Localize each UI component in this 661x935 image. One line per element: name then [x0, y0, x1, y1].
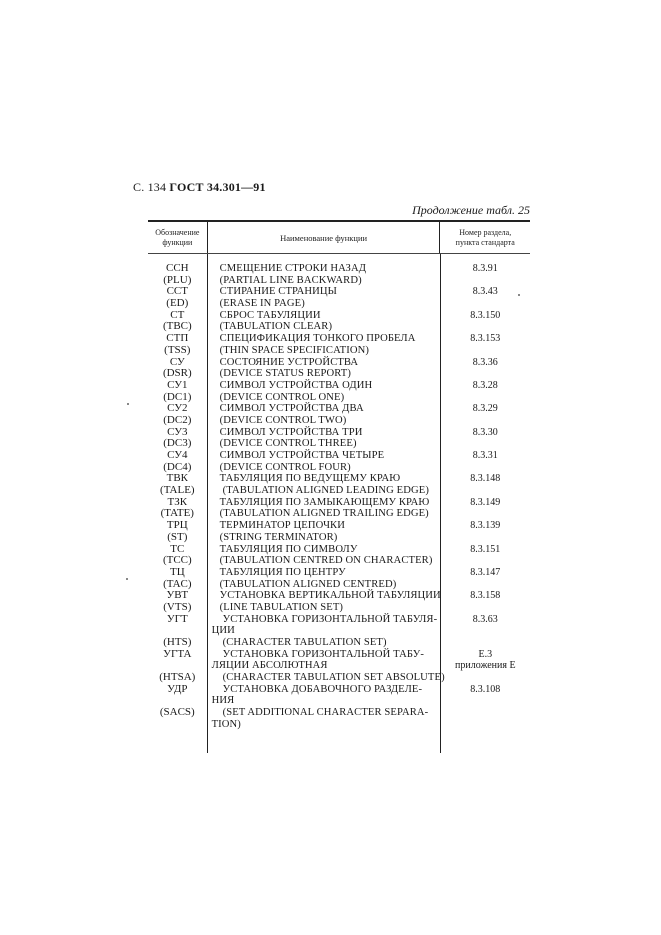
row-name-en: (TABULATION ALIGNED LEADING EDGE)	[222, 485, 429, 497]
row-code: УГТА	[163, 647, 192, 660]
row-name-ru: СМЕЩЕНИЕ СТРОКИ НАЗАД	[219, 263, 367, 274]
row-name-en: (CHARACTER TABULATION SET ABSOLUTE)	[222, 672, 445, 684]
scan-speck	[126, 578, 128, 580]
row-name-ru-cont: НИЯ	[211, 695, 235, 707]
blank-line	[441, 555, 530, 567]
row-code-en: (TALE)	[160, 484, 195, 497]
row-ref: 8.3.139	[470, 520, 501, 532]
column-header-section-number	[439, 222, 530, 253]
row-ref: 8.3.43	[472, 286, 498, 298]
column-header-line: Обозначение	[155, 227, 200, 237]
row-ref: 8.3.148	[470, 473, 501, 485]
blank-line	[441, 532, 530, 544]
row-name-ru-cont: ЦИИ	[211, 625, 235, 637]
blank-line	[441, 345, 530, 357]
blank-line	[441, 625, 530, 637]
row-name-ru: СИМВОЛ УСТРОЙСТВА ЧЕТЫРЕ	[219, 450, 385, 461]
row-code: УВТ	[166, 589, 189, 602]
row-name-ru: ТАБУЛЯЦИЯ ПО ВЕДУЩЕМУ КРАЮ	[219, 473, 401, 485]
row-name-ru: СИМВОЛ УСТРОЙСТВА ОДИН	[219, 379, 373, 391]
row-code-en: (DC1)	[163, 390, 192, 403]
row-name-ru: СБРОС ТАБУЛЯЦИИ	[219, 309, 321, 321]
section-number-column	[440, 254, 530, 753]
row-name-en: (DEVICE CONTROL ONE)	[219, 391, 345, 403]
row-code-en: (DC2)	[163, 413, 192, 426]
row-code: СТ	[170, 308, 185, 321]
row-ref: 8.3.29	[472, 403, 498, 415]
row-name-ru: СИМВОЛ УСТРОЙСТВА ДВА	[219, 403, 364, 415]
row-name-ru: ТЕРМИНАТОР ЦЕПОЧКИ	[219, 520, 345, 532]
row-name-ru: УСТАНОВКА ГОРИЗОНТАЛЬНОЙ ТАБУЛЯ-	[222, 613, 438, 625]
row-name-ru: ТАБУЛЯЦИЯ ПО СИМВОЛУ	[219, 543, 358, 555]
row-ref: 8.3.158	[470, 590, 501, 602]
blank-line	[441, 392, 530, 404]
blank-line	[441, 602, 530, 614]
column-header-line: функции	[162, 237, 193, 247]
row-name-ru: СОСТОЯНИЕ УСТРОЙСТВА	[219, 356, 359, 368]
page-number: С. 134	[133, 180, 167, 194]
row-ref: 8.3.151	[470, 543, 501, 555]
row-code: ТС	[170, 542, 185, 555]
row-code: ТЗК	[167, 495, 188, 508]
row-code-en: (DSR)	[162, 367, 192, 380]
row-code: СУ4	[167, 449, 188, 461]
row-ref: 8.3.108	[470, 683, 501, 695]
blank-line	[441, 485, 530, 497]
row-code: СТП	[166, 332, 189, 345]
row-ref: 8.3.150	[470, 309, 501, 321]
row-name-en: (THIN SPACE SPECIFICATION)	[219, 344, 369, 356]
functions-table	[148, 220, 530, 753]
row-ref: 8.3.153	[470, 333, 501, 345]
row-code: ССН	[165, 262, 189, 274]
row-name-en: (DEVICE CONTROL FOUR)	[219, 461, 351, 473]
column-header-designation	[148, 222, 207, 253]
row-code: СУ	[169, 355, 185, 368]
row-ref: 8.3.91	[472, 263, 498, 274]
blank-line	[441, 415, 530, 427]
row-name-ru: СИМВОЛ УСТРОЙСТВА ТРИ	[219, 426, 363, 438]
blank-line	[441, 438, 530, 450]
row-ref: 8.3.36	[472, 356, 498, 368]
row-name-en: (TABULATION ALIGNED TRAILING EDGE)	[219, 508, 429, 520]
row-code: СУ2	[167, 402, 188, 415]
row-code: УГТ	[166, 612, 188, 625]
table-header	[148, 222, 530, 254]
row-name-ru: ТАБУЛЯЦИЯ ПО ЦЕНТРУ	[219, 566, 346, 578]
row-code-en: (HTS)	[163, 636, 192, 648]
row-code: ТРЦ	[166, 519, 188, 532]
row-name-ru: ТАБУЛЯЦИЯ ПО ЗАМЫКАЮЩЕМУ КРАЮ	[219, 496, 430, 508]
blank-line	[441, 462, 530, 474]
row-code-en: (TAC)	[163, 577, 192, 590]
row-code: СУ1	[167, 378, 188, 391]
row-ref: 8.3.31	[472, 450, 498, 461]
row-ref: 8.3.30	[472, 426, 498, 438]
row-name-en: (PARTIAL LINE BACKWARD)	[219, 274, 362, 286]
row-name-ru-cont: ЛЯЦИИ АБСОЛЮТНАЯ	[211, 660, 328, 672]
standard-designation: ГОСТ 34.301—91	[169, 180, 266, 194]
blank-line	[441, 298, 530, 310]
row-name-en: (LINE TABULATION SET)	[219, 601, 344, 613]
row-code: ТЦ	[169, 565, 185, 578]
row-name-ru: УСТАНОВКА ВЕРТИКАЛЬНОЙ ТАБУЛЯЦИИ	[219, 590, 441, 602]
blank-line	[441, 275, 530, 287]
row-name-en: (TABULATION ALIGNED CENTRED)	[219, 578, 397, 590]
row-name-en: (STRING TERMINATOR)	[219, 531, 338, 543]
row-ref: 8.3.149	[470, 496, 501, 508]
row-code-en: (DC3)	[163, 437, 192, 450]
row-name-en: (DEVICE CONTROL TWO)	[219, 414, 347, 426]
row-name-en: (CHARACTER TABULATION SET)	[222, 637, 387, 648]
designation-column	[148, 254, 207, 753]
row-code-en: (TBC)	[162, 320, 192, 333]
row-name-ru: УСТАНОВКА ДОБАВОЧНОГО РАЗДЕЛЕ-	[222, 683, 423, 695]
row-ref: 8.3.28	[472, 379, 498, 391]
table-continuation-label: Продолжение табл. 25	[412, 203, 530, 217]
row-code-en: (TCC)	[162, 554, 192, 567]
row-name-ru: СПЕЦИФИКАЦИЯ ТОНКОГО ПРОБЕЛА	[219, 333, 416, 345]
blank-line	[441, 637, 530, 649]
row-code: УДР	[167, 682, 188, 695]
row-code-en: (VTS)	[163, 600, 192, 613]
row-code: СУ3	[167, 425, 188, 438]
row-name-en: (TABULATION CENTRED ON CHARACTER)	[219, 555, 433, 567]
row-ref: 8.3.147	[470, 566, 501, 578]
row-name-ru: УСТАНОВКА ГОРИЗОНТАЛЬНОЙ ТАБУ-	[222, 648, 424, 660]
column-header-line: пункта стандарта	[455, 237, 515, 247]
row-name-ru: СТИРАНИЕ СТРАНИЦЫ	[219, 286, 338, 298]
row-code: ТВК	[166, 472, 188, 485]
blank-line	[441, 368, 530, 380]
row-code-en: (HTSA)	[159, 671, 196, 684]
row-name-en: (DEVICE STATUS REPORT)	[219, 368, 351, 380]
function-name-column	[207, 254, 445, 753]
page-header	[133, 180, 266, 195]
scan-speck	[518, 294, 520, 296]
row-code-en: (PLU)	[163, 273, 192, 286]
table-body	[148, 254, 530, 753]
row-code-en: (SACS)	[159, 706, 195, 719]
blank-line	[441, 579, 530, 591]
row-name-en: (DEVICE CONTROL THREE)	[219, 438, 357, 450]
row-code-en: (TATE)	[160, 507, 194, 520]
row-name-en: (TABULATION CLEAR)	[219, 321, 333, 333]
row-ref: 8.3.63	[472, 613, 498, 625]
row-code-en: (ST)	[167, 530, 188, 543]
blank-line	[441, 321, 530, 333]
column-header-line: Номер раздела,	[459, 227, 512, 237]
row-code: ССТ	[166, 285, 188, 298]
row-ref-cont: приложения Е	[455, 660, 516, 672]
scan-speck	[127, 403, 129, 405]
row-name-en: (SET ADDITIONAL CHARACTER SEPARA-	[222, 707, 429, 719]
blank-line	[441, 672, 530, 684]
row-code-en: (DC4)	[163, 460, 192, 473]
column-header-function-name: Наименование функции	[207, 222, 440, 253]
row-name-en: (ERASE IN PAGE)	[219, 298, 305, 310]
row-code-en: (ED)	[166, 297, 189, 310]
row-code-en: (TSS)	[164, 343, 191, 356]
row-ref: Е.3	[478, 648, 493, 660]
row-name-en-cont: TION)	[211, 718, 241, 730]
blank-line	[441, 508, 530, 520]
